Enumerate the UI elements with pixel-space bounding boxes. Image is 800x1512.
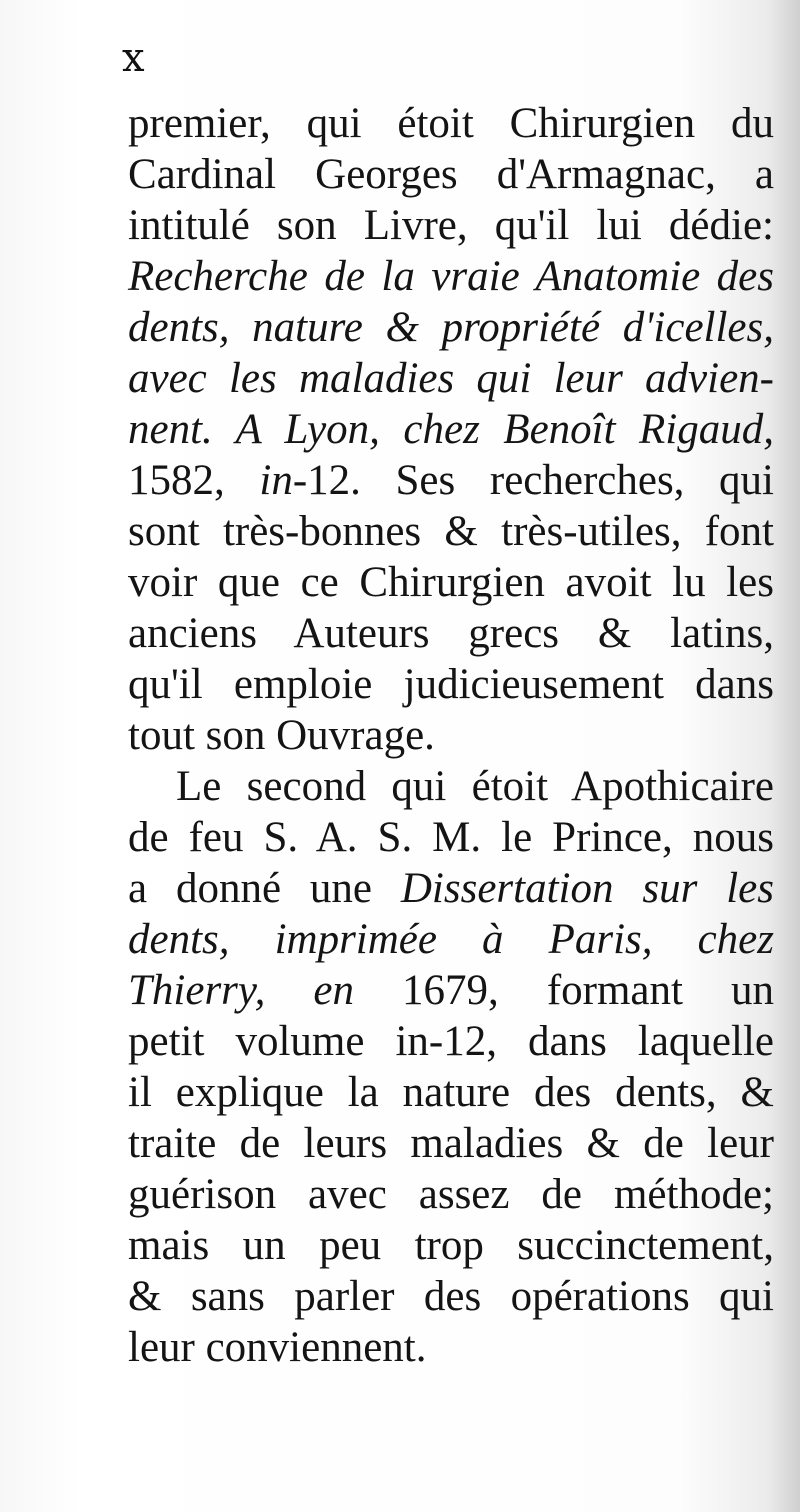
text-line (128, 1016, 774, 1067)
roman-text: a donné une (128, 865, 401, 912)
roman-text: mais un peu trop succinctement, (128, 1222, 774, 1269)
roman-text: premier, qui étoit Chirurgien du (128, 100, 774, 147)
text-line (128, 659, 774, 710)
text-line (128, 353, 774, 404)
text-line (128, 1322, 774, 1373)
text-line (128, 404, 774, 455)
text-line (128, 608, 774, 659)
roman-text: voir que ce Chirurgien avoit lu les (128, 559, 774, 606)
text-line (128, 1067, 774, 1118)
roman-text: il explique la nature des dents, & (128, 1069, 774, 1116)
text-line (128, 149, 774, 200)
italic-text: nent. A Lyon, chez Benoît Rigaud, (128, 406, 774, 453)
text-line (128, 1220, 774, 1271)
text-line (128, 506, 774, 557)
italic-text: avec les maladies qui leur advien- (128, 355, 774, 402)
text-line (128, 1169, 774, 1220)
text-line (128, 965, 774, 1016)
text-line (128, 914, 774, 965)
text-line (128, 812, 774, 863)
body-text (128, 98, 774, 1373)
italic-text: Recherche de la vraie Anatomie des (128, 253, 774, 300)
roman-text: traite de leurs maladies & de leur (128, 1120, 774, 1167)
roman-text: anciens Auteurs grecs & latins, (128, 610, 774, 657)
text-line (128, 302, 774, 353)
text-line (128, 1118, 774, 1169)
italic-text: Dissertation sur les (400, 865, 774, 912)
roman-text: leur conviennent. (128, 1324, 427, 1371)
roman-text: 1582, (128, 457, 260, 504)
text-line (128, 251, 774, 302)
text-line (128, 1271, 774, 1322)
roman-text: sont très-bonnes & très-utiles, font (128, 508, 774, 555)
italic-text: Thierry, en (128, 967, 403, 1014)
roman-text: guérison avec assez de méthode; (128, 1171, 774, 1218)
italic-text: dents, imprimée à Paris, chez (128, 916, 774, 963)
text-line (128, 200, 774, 251)
text-line (128, 710, 774, 761)
text-line (128, 98, 774, 149)
italic-text: in (259, 457, 293, 504)
text-line (128, 761, 774, 812)
roman-text: de feu S. A. S. M. le Prince, nous (128, 814, 774, 861)
roman-text: 1679, formant un (402, 967, 774, 1014)
roman-text: qu'il emploie judicieusement dans (128, 661, 774, 708)
roman-text: -12. Ses recherches, qui (292, 457, 774, 504)
text-line (128, 863, 774, 914)
roman-text: Le second qui étoit Apothicaire (176, 763, 774, 810)
page-number: x (122, 35, 145, 81)
roman-text: petit volume in-12, dans laquelle (128, 1018, 774, 1065)
text-line (128, 455, 774, 506)
roman-text: intitulé son Livre, qu'il lui dédie: (128, 202, 774, 249)
italic-text: dents, nature & propriété d'icelles, (128, 304, 774, 351)
roman-text: & sans parler des opérations qui (128, 1273, 774, 1320)
roman-text: Cardinal Georges d'Armagnac, a (128, 151, 774, 198)
roman-text: tout son Ouvrage. (128, 712, 435, 759)
text-line (128, 557, 774, 608)
